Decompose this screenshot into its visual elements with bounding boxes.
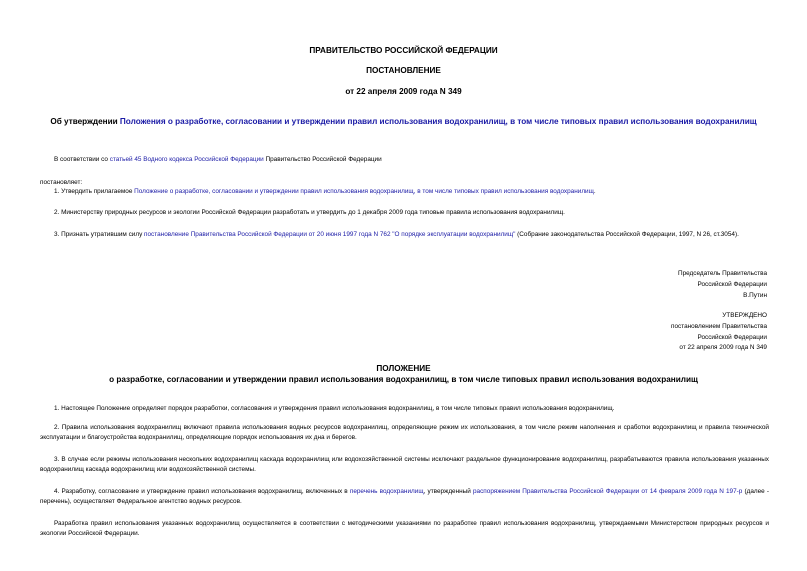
- item-2: 2. Министерству природных ресурсов и экологии Российской Федерации разработать и утвердить до 1 декабря 2009 года типовые правила использования водохранилищ.: [54, 209, 565, 216]
- order-197r-link[interactable]: распоряжением Правительства Российской Федерации от 14 февраля 2009 года N 197-р: [473, 488, 743, 495]
- provision-title: ПОЛОЖЕНИЕ: [376, 364, 431, 373]
- p4-pre: 4. Разработку, согласование и утверждение правил использования водохранилищ, включенных в: [54, 488, 350, 495]
- p4-post: (далее - перечень), осуществляет Федеральное агентство водных ресурсов.: [40, 488, 769, 505]
- resolves-text: постановляет:: [40, 179, 83, 186]
- decree-762-link[interactable]: постановление Правительства Российской Федерации от 20 июня 1997 года N 762 "О порядке эксплуатации водохранилищ": [144, 231, 516, 238]
- doc-type-heading: ПОСТАНОВЛЕНИЕ: [366, 66, 441, 75]
- intro-post: Правительство Российской Федерации: [263, 156, 382, 163]
- item-3-post: (Собрание законодательства Российской Федерации, 1997, N 26, ст.3054).: [515, 231, 739, 238]
- approved-line-1: УТВЕРЖДЕНО: [722, 312, 767, 319]
- item-3-pre: 3. Признать утратившим силу: [54, 231, 145, 238]
- approved-line-2: постановлением Правительства: [671, 322, 767, 330]
- intro-pre: В соответствии со: [54, 156, 110, 163]
- provision-link[interactable]: Положение о разработке, согласовании и утверждении правил использования водохранилищ, в том числе типовых правил использования водохранилищ: [134, 188, 594, 195]
- p4-mid: , утвержденный: [423, 488, 473, 495]
- item-1-pre: 1. Утвердить прилагаемое: [54, 188, 135, 195]
- signature-line-1: Председатель Правительства: [678, 270, 767, 277]
- water-code-link[interactable]: статьей 45 Водного кодекса Российской Федерации: [109, 156, 264, 163]
- approved-line-4: от 22 апреля 2009 года N 349: [679, 344, 767, 352]
- signature-name: В.Путин: [743, 291, 767, 299]
- signature-block: [678, 269, 767, 301]
- item-1: [54, 187, 769, 197]
- doc-date-heading: от 22 апреля 2009 года N 349: [345, 87, 462, 96]
- item-3: [40, 230, 769, 240]
- reservoir-list-link[interactable]: перечень водохранилищ: [349, 488, 424, 495]
- item-1-post: .: [593, 188, 596, 195]
- provision-paragraph-2: 2. Правила использования водохранилищ включают правила использования водных ресурсов водохранилищ, определяющие режим их использования, в том числе режим наполнения и сработки водохранилищ и правила технической эксплуатации и благоустройства водохранилищ, определяющие порядок использования их дна и берегов.: [40, 424, 769, 441]
- title-link[interactable]: Положения о разработке, согласовании и утверждении правил использования водохранилищ, в том числе типовых правил использования водохранилищ: [119, 117, 757, 126]
- provision-paragraph-5: Разработка правил использования указанных водохранилищ осуществляется в соответствии с методическими указаниями по разработке правил использования водохранилищ, утверждаемыми Министерством природных ресурсов и экологии Российской Федерации.: [40, 520, 769, 537]
- approved-line-3: Российской Федерации: [697, 333, 767, 341]
- provision-paragraph-4: [40, 487, 769, 507]
- provision-subtitle: о разработке, согласовании и утверждении правил использования водохранилищ, в том числе типовых правил использования водохранилищ: [109, 375, 698, 384]
- government-heading: ПРАВИТЕЛЬСТВО РОССИЙСКОЙ ФЕДЕРАЦИИ: [309, 46, 498, 55]
- provision-paragraph-3: 3. В случае если режимы использования нескольких водохранилищ каскада водохранилищ или водохозяйственной системы исключают раздельное функционирование водохранилищ, разрабатываются правила использования указанных водохранилищ каскада водохранилищ или водохозяйственной системы.: [40, 456, 769, 473]
- provision-paragraph-1: 1. Настоящее Положение определяет порядок разработки, согласования и утверждения правил использования водохранилищ, в том числе типовых правил использования водохранилищ.: [54, 405, 615, 412]
- doc-title: [50, 116, 757, 127]
- signature-line-2: Российской Федерации: [697, 280, 767, 288]
- approved-block: [671, 311, 767, 354]
- intro-paragraph: [54, 155, 769, 165]
- title-prefix: Об утверждении: [50, 117, 120, 126]
